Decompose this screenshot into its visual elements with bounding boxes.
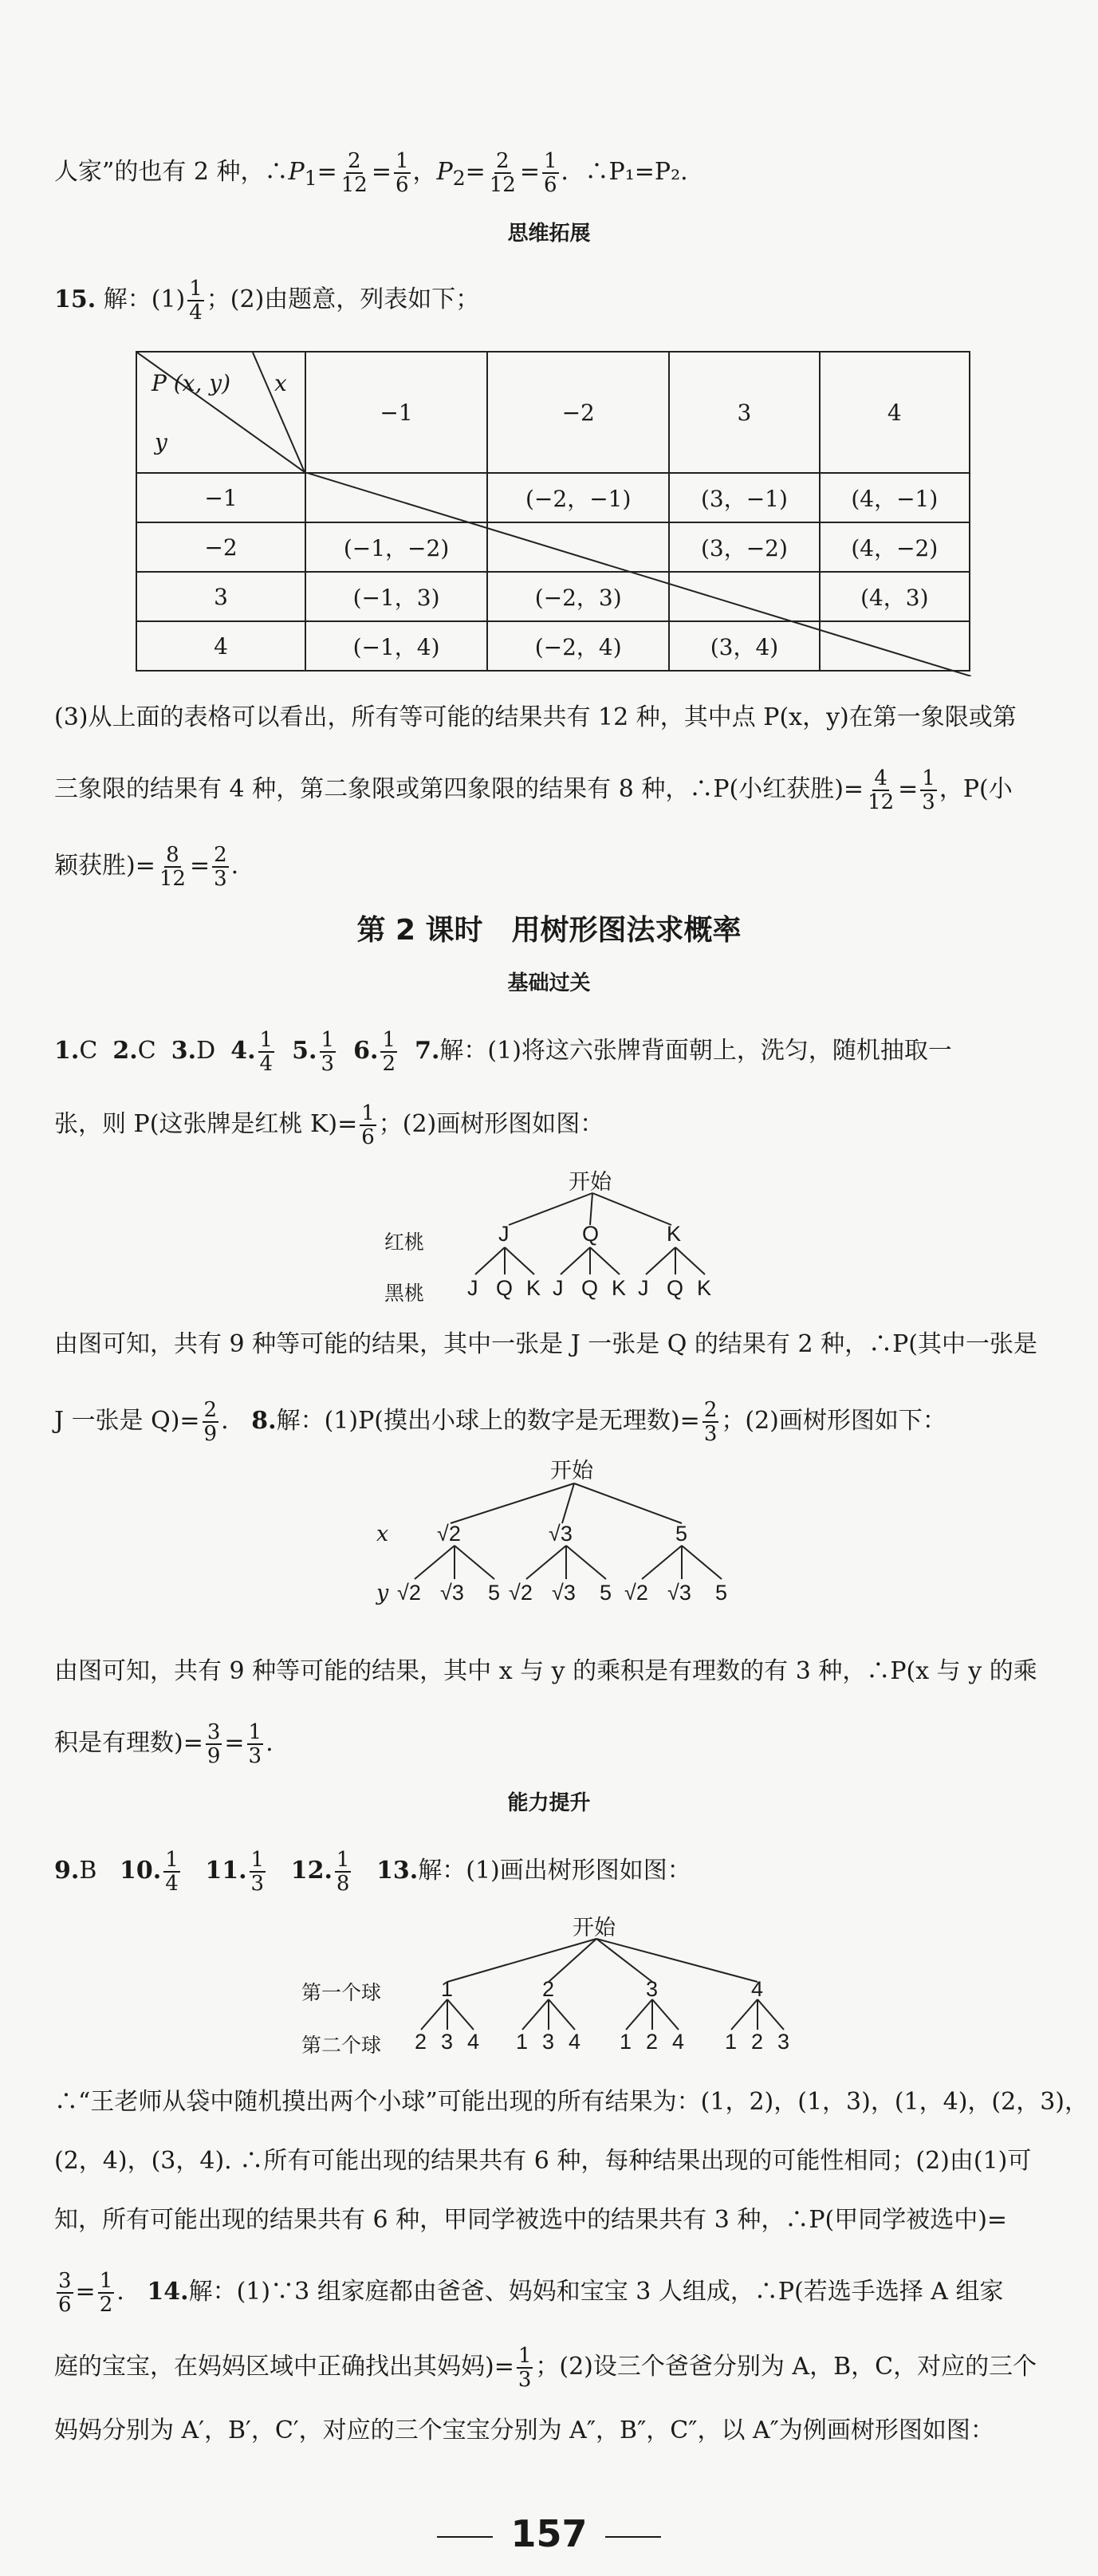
tree-node: K bbox=[526, 1276, 541, 1300]
tree-level-label: 黑桃 bbox=[384, 1282, 425, 1305]
tree-node: 3 bbox=[441, 2030, 454, 2054]
corner-x-label: x bbox=[274, 370, 287, 396]
fraction: $\frac{1}{2}$ bbox=[99, 2269, 113, 2317]
fraction: $\frac{1}{3}$ bbox=[518, 2344, 532, 2392]
answer-value: C bbox=[79, 1037, 98, 1065]
table-cell: (3，4) bbox=[669, 621, 819, 671]
tree-node: 3 bbox=[646, 1977, 659, 2001]
fraction: $\frac{1}{6}$ bbox=[361, 1101, 375, 1149]
answer-number: 4. bbox=[230, 1037, 256, 1065]
tree-node: √3 bbox=[549, 1522, 573, 1546]
table-header-row bbox=[136, 352, 970, 473]
tree-node: 1 bbox=[725, 2030, 738, 2054]
fraction: $\frac{1}{2}$ bbox=[382, 1028, 396, 1076]
text: ，P(小 bbox=[939, 775, 1013, 803]
answer-value: D bbox=[196, 1037, 216, 1065]
tree-node: √2 bbox=[509, 1581, 533, 1605]
tree-node: 1 bbox=[516, 2030, 529, 2054]
text: 解：(1)P(摸出小球上的数字是无理数)= bbox=[276, 1407, 700, 1435]
tree-node: 5 bbox=[600, 1581, 612, 1605]
tree-node: 4 bbox=[672, 2030, 685, 2054]
tree-node: 2 bbox=[542, 1977, 555, 2001]
tree-node: J bbox=[467, 1276, 478, 1300]
q13-line3 bbox=[54, 2204, 1066, 2236]
tree-diagram-numbers bbox=[367, 1453, 781, 1613]
tree-level-label: 第二个球 bbox=[301, 2034, 382, 2057]
tree-node: Q bbox=[667, 1276, 684, 1300]
text: J 一张是 Q)= bbox=[54, 1407, 200, 1435]
eq: = bbox=[317, 158, 337, 186]
tree-node: 5 bbox=[675, 1522, 688, 1546]
fraction: $\frac{1}{3}$ bbox=[248, 1720, 262, 1768]
q15-a: 解：(1) bbox=[103, 286, 186, 313]
q14-line3: 妈妈分别为 A′，B′，C′，对应的三个宝宝分别为 A″，B″，C″，以 A″为例画树形图如图： bbox=[54, 2416, 994, 2444]
page-number bbox=[0, 2512, 1098, 2555]
q7-line3: 由图可知，共有 9 种等可能的结果，其中一张是 J 一张是 Q 的结果有 2 种，∴P(其中一张是 bbox=[54, 1330, 1037, 1358]
tree-node: K bbox=[697, 1276, 712, 1300]
q8-line2: 积是有理数)= $\frac{3}{9}$ = $\frac{1}{3}$ . bbox=[54, 1720, 274, 1768]
tree-node: √3 bbox=[552, 1581, 576, 1605]
table-cell: (−1，3) bbox=[305, 572, 487, 621]
answer-number: 13. bbox=[376, 1857, 419, 1885]
answer-number: 2. bbox=[112, 1037, 138, 1065]
fraction: $\frac{2}{3}$ bbox=[214, 843, 227, 891]
tree-node: 3 bbox=[542, 2030, 555, 2054]
tree-node: √2 bbox=[624, 1581, 648, 1605]
tree-node: √3 bbox=[667, 1581, 691, 1605]
tree-node: 4 bbox=[467, 2030, 480, 2054]
answer-number: 3. bbox=[171, 1037, 197, 1065]
fraction: $\frac{1}{6}$ bbox=[543, 149, 557, 197]
q15-3-line2: 三象限的结果有 4 种，第二象限或第四象限的结果有 8 种，∴P(小红获胜)= $\frac{4}{12}$ = $\frac{1}{3}$ ，P(小 bbox=[54, 766, 1013, 814]
text: . bbox=[221, 1407, 229, 1435]
tree-node: J bbox=[553, 1276, 564, 1300]
fraction: $\frac{2}{3}$ bbox=[703, 1398, 718, 1446]
table-cell: (4，3) bbox=[820, 572, 970, 621]
tree-node: 1 bbox=[441, 1977, 454, 2001]
section-heading-ability: 能力提升 bbox=[507, 1791, 591, 1815]
text: . bbox=[116, 2278, 124, 2306]
q15-line bbox=[54, 278, 1066, 324]
tree-level-label: x bbox=[376, 1522, 389, 1546]
col-header: −2 bbox=[487, 352, 669, 473]
tree-node: 2 bbox=[646, 2030, 659, 2054]
p2-symbol: P bbox=[436, 158, 453, 186]
tree-start: 开始 bbox=[569, 1170, 612, 1194]
tree-node: 5 bbox=[715, 1581, 728, 1605]
answer-number: 10. bbox=[119, 1857, 162, 1885]
text: 张，则 P(这张牌是红桃 K)= bbox=[54, 1110, 358, 1138]
dash-right bbox=[605, 2536, 661, 2538]
fraction: $\frac{1}{6}$ bbox=[395, 149, 409, 197]
fraction: $\frac{1}{4}$ bbox=[165, 1848, 179, 1896]
answer-value: B bbox=[79, 1857, 97, 1885]
fraction: $\frac{2}{12}$ bbox=[340, 149, 368, 197]
tree-node: Q bbox=[582, 1222, 600, 1246]
tree-node: √3 bbox=[440, 1581, 464, 1605]
fraction: $\frac{3}{6}$ bbox=[58, 2269, 72, 2317]
table-cell: (−2，−1) bbox=[487, 473, 669, 522]
table-body-diagonal bbox=[305, 472, 971, 676]
fraction: $\frac{1}{3}$ bbox=[922, 766, 935, 814]
row-header: −2 bbox=[136, 522, 305, 572]
text: 庭的宝宝，在妈妈区域中正确找出其妈妈)= bbox=[54, 2353, 514, 2381]
table-cell: (3，−1) bbox=[669, 473, 819, 522]
table-cell: (4，−2) bbox=[820, 522, 970, 572]
row-header: −1 bbox=[136, 473, 305, 522]
table-cell: (3，−2) bbox=[669, 522, 819, 572]
section-heading-basic: 基础过关 bbox=[507, 971, 591, 995]
q7-line2 bbox=[54, 1102, 1066, 1148]
fraction: $\frac{3}{9}$ bbox=[207, 1720, 221, 1768]
tree-node: √2 bbox=[437, 1522, 461, 1546]
q15-number: 15. bbox=[54, 286, 96, 313]
q13-line2: (2，4)，(3，4). ∴所有可能出现的结果共有 6 种，每种结果出现的可能性相同；(2)由(1)可 bbox=[54, 2147, 1032, 2175]
fraction: $\frac{2}{9}$ bbox=[203, 1398, 218, 1446]
answer-number: 9. bbox=[54, 1857, 80, 1885]
tree-node: Q bbox=[496, 1276, 514, 1300]
text: ；(2)画树形图如图： bbox=[378, 1110, 604, 1138]
table-cell: (−2，4) bbox=[487, 621, 669, 671]
table-cell: (−1，4) bbox=[305, 621, 487, 671]
row-header: 3 bbox=[136, 572, 305, 621]
answers-1-7 bbox=[54, 1029, 1066, 1075]
lesson-title: 第 2 课时 用树形图法求概率 bbox=[356, 914, 742, 947]
answer-number: 12. bbox=[290, 1857, 333, 1885]
tree-start: 开始 bbox=[573, 1916, 616, 1940]
page-number-text: 157 bbox=[510, 2512, 588, 2555]
table-cell: (−1，−2) bbox=[305, 522, 487, 572]
fraction: $\frac{1}{4}$ bbox=[259, 1028, 274, 1076]
tree-node: Q bbox=[581, 1276, 599, 1300]
tree-level-label: 红桃 bbox=[384, 1231, 425, 1254]
corner-y-label: y bbox=[155, 429, 167, 455]
table-cell: (4，−1) bbox=[820, 473, 970, 522]
text: . bbox=[230, 852, 239, 880]
answer-number: 5. bbox=[292, 1037, 317, 1065]
text: 积是有理数)= bbox=[54, 1729, 203, 1757]
text: ；(2)设三个爸爸分别为 A，B，C，对应的三个 bbox=[535, 2353, 1037, 2381]
q14-line2 bbox=[54, 2345, 1066, 2391]
tree-node: K bbox=[667, 1222, 682, 1246]
row-header: 4 bbox=[136, 621, 305, 671]
p1-sub: 1 bbox=[304, 167, 317, 190]
intro-text: 人家”的也有 2 种，∴ bbox=[54, 158, 289, 186]
tree-diagram-balls bbox=[301, 1910, 820, 2062]
tree-node: 2 bbox=[751, 2030, 764, 2054]
q13-line4: $\frac{3}{6}$ = $\frac{1}{2}$ . 14.解：(1)∵3 组家庭都由爸爸、妈妈和宝宝 3 人组成，∴P(若选手选择 A 组家 bbox=[58, 2269, 1004, 2317]
tree-node: 4 bbox=[751, 1977, 764, 2001]
answer-number: 11. bbox=[205, 1857, 247, 1885]
q15-3-line1: (3)从上面的表格可以看出，所有等可能的结果共有 12 种，其中点 P(x，y)在第一象限或第 bbox=[54, 703, 1017, 731]
tree-level-label: 第一个球 bbox=[301, 1981, 382, 2004]
intro-tail: ．∴P₁=P₂. bbox=[561, 158, 688, 186]
text: 三象限的结果有 4 种，第二象限或第四象限的结果有 8 种，∴P(小红获胜)= bbox=[54, 775, 864, 803]
p2-sub: 2 bbox=[452, 167, 466, 190]
tree-node: 1 bbox=[620, 2030, 632, 2054]
answer-number: 1. bbox=[54, 1037, 80, 1065]
col-header: 3 bbox=[669, 352, 819, 473]
fraction: $\frac{1}{8}$ bbox=[336, 1848, 350, 1896]
tree-node: √2 bbox=[397, 1581, 421, 1605]
tree-level-label: y bbox=[376, 1581, 389, 1605]
fraction: $\frac{8}{12}$ bbox=[159, 843, 186, 891]
answer-number: 8. bbox=[251, 1407, 277, 1435]
q15-3-line3: 颖获胜)= $\frac{8}{12}$ = $\frac{2}{3}$ . bbox=[54, 843, 239, 891]
col-header: 4 bbox=[820, 352, 970, 473]
q7-text: 解：(1)将这六张牌背面朝上，洗匀，随机抽取一 bbox=[439, 1037, 952, 1065]
p1-symbol: P bbox=[288, 158, 305, 186]
text: 解：(1)∵3 组家庭都由爸爸、妈妈和宝宝 3 人组成，∴P(若选手选择 A 组家 bbox=[188, 2278, 1004, 2306]
text: 颖获胜)= bbox=[54, 852, 155, 880]
q8-line1: 由图可知，共有 9 种等可能的结果，其中 x 与 y 的乘积是有理数的有 3 种，∴P(x 与 y 的乘 bbox=[54, 1657, 1037, 1685]
answer-number: 6. bbox=[353, 1037, 379, 1065]
q13-line1: ∴“王老师从袋中随机摸出两个小球”可能出现的所有结果为：(1，2)，(1，3)，(1，4)，(2，3)， bbox=[54, 2088, 1089, 2116]
q13-text: 解：(1)画出树形图如图： bbox=[418, 1857, 691, 1885]
fraction: $\frac{1}{3}$ bbox=[250, 1848, 265, 1896]
tree-node: 2 bbox=[415, 2030, 427, 2054]
q7-line4 bbox=[54, 1399, 1066, 1445]
tree-start: 开始 bbox=[550, 1459, 593, 1483]
tree-node: J bbox=[638, 1276, 649, 1300]
tree-node: 5 bbox=[488, 1581, 501, 1605]
table-corner bbox=[136, 352, 305, 473]
answer-number: 14. bbox=[147, 2278, 189, 2306]
dash-left bbox=[437, 2536, 493, 2538]
intro-line: 人家”的也有 2 种，$\therefore P_1=$ $\frac{2}{12}$ = $\frac{1}{6}$ ，$P_2=$ $\frac{2}{12}$ = $\frac{1}{6}$ ．∴P₁=P₂. bbox=[54, 149, 688, 197]
fraction: $\frac{2}{12}$ bbox=[489, 149, 516, 197]
text: ；(2)画树形图如下： bbox=[721, 1407, 946, 1435]
tree-node: 3 bbox=[777, 2030, 790, 2054]
col-header: −1 bbox=[305, 352, 487, 473]
fraction: $\frac{4}{12}$ bbox=[868, 766, 895, 814]
answers-9-13 bbox=[54, 1849, 1066, 1895]
table-cell: (−2，3) bbox=[487, 572, 669, 621]
tree-node: 4 bbox=[569, 2030, 581, 2054]
text: 知，所有可能出现的结果共有 6 种，甲同学被选中的结果共有 3 种，∴P(甲同学被选中)= bbox=[54, 2206, 1008, 2234]
fraction: $\frac{1}{4}$ bbox=[189, 277, 203, 325]
corner-p-label: P (x, y) bbox=[152, 370, 230, 396]
tree-diagram-cards bbox=[375, 1164, 773, 1308]
fraction: $\frac{1}{3}$ bbox=[321, 1028, 335, 1076]
q15-b: ；(2)由题意，列表如下； bbox=[206, 286, 480, 313]
answer-number: 7. bbox=[415, 1037, 440, 1065]
tree-node: K bbox=[612, 1276, 627, 1300]
section-heading-thinking: 思维拓展 bbox=[507, 222, 591, 246]
answer-value: C bbox=[137, 1037, 156, 1065]
text: . bbox=[266, 1729, 274, 1757]
tree-node: J bbox=[498, 1222, 510, 1246]
